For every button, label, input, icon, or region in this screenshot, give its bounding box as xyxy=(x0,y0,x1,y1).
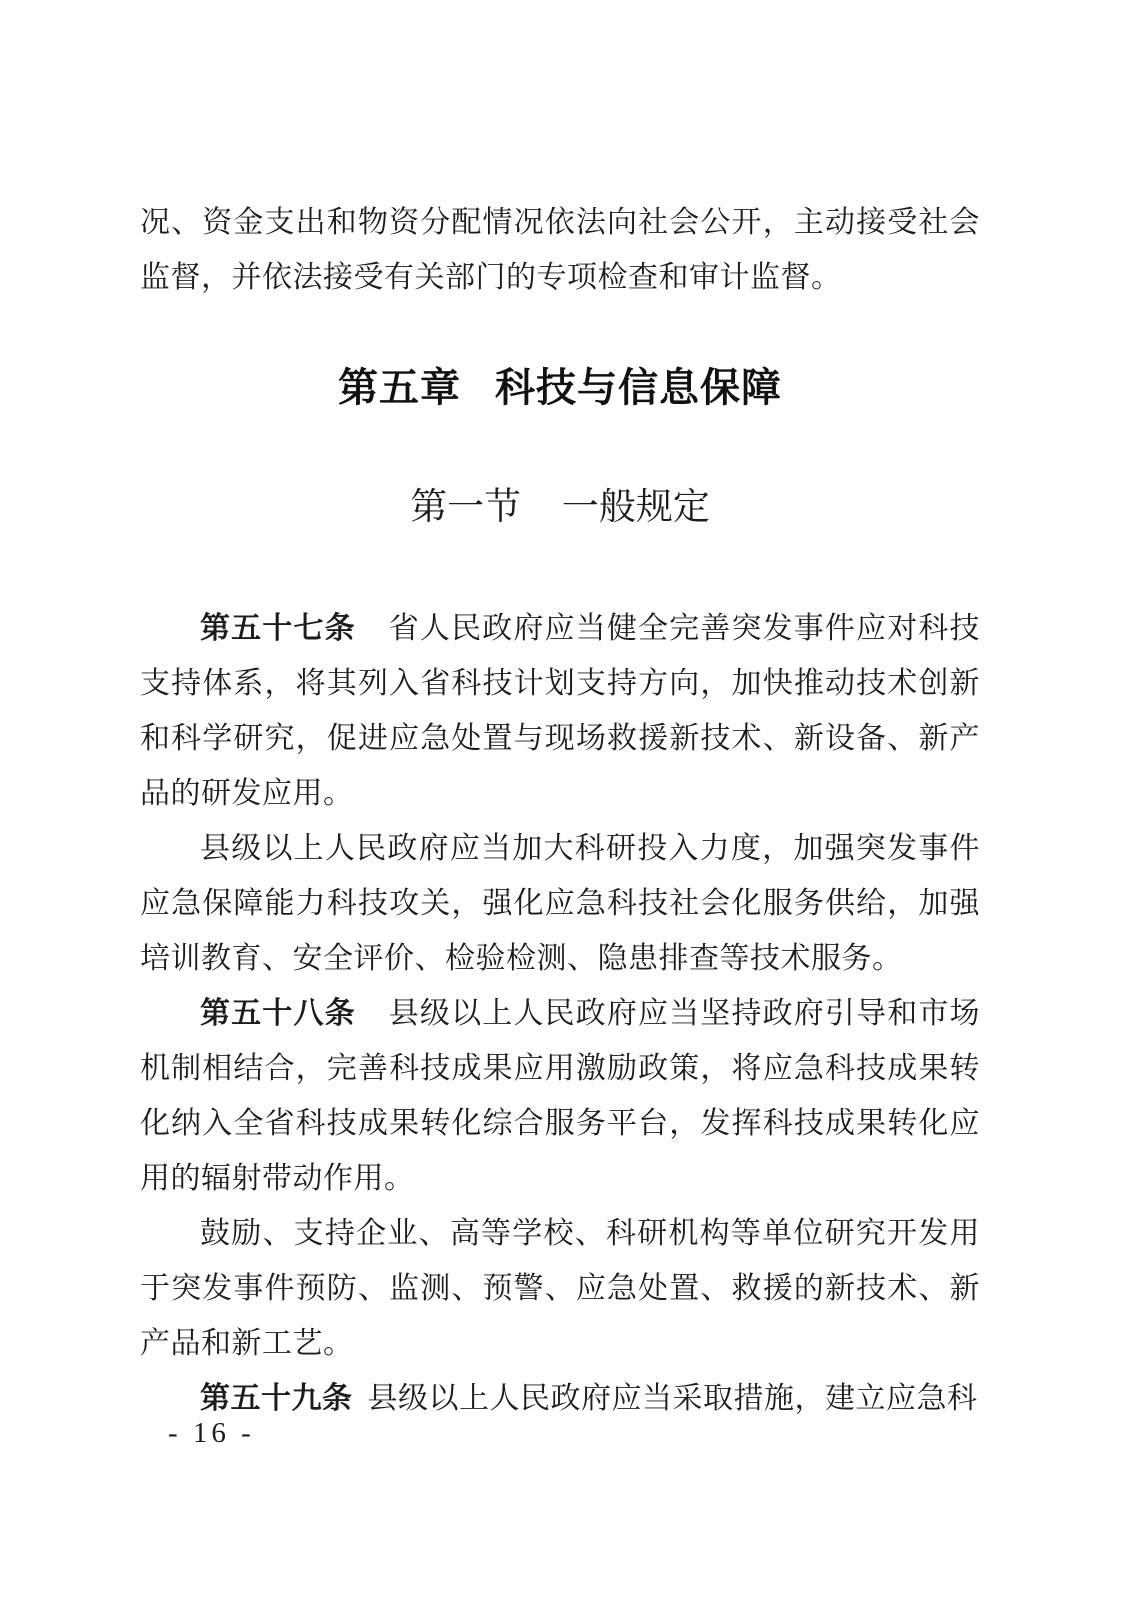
chapter-title: 科技与信息保障 xyxy=(495,366,782,410)
article-57-subparagraph: 县级以上人民政府应当加大科研投入力度，加强突发事件应急保障能力科技攻关，强化应急科技社会化服务供给，加强培训教育、安全评价、检验检测、隐患排查等技术服务。 xyxy=(140,832,980,975)
article-58-paragraph xyxy=(140,986,980,1206)
article-58-subparagraph: 鼓励、支持企业、高等学校、科研机构等单位研究开发用于突发事件预防、监测、预警、应急处置、救援的新技术、新产品和新工艺。 xyxy=(140,1217,980,1360)
article-57-text: 省人民政府应当健全完善突发事件应对科技支持体系，将其列入省科技计划支持方向，加快推动技术创新和科学研究，促进应急处置与现场救援新技术、新设备、新产品的研发应用。 xyxy=(140,612,981,810)
article-58-number: 第五十八条 xyxy=(200,997,356,1030)
article-58-text: 县级以上人民政府应当坚持政府引导和市场机制相结合，完善科技成果应用激励政策，将应急科技成果转化纳入全省科技成果转化综合服务平台，发挥科技成果转化应用的辐射带动作用。 xyxy=(140,997,981,1195)
article-59-paragraph xyxy=(140,1371,980,1426)
page-number: - 16 - xyxy=(168,1417,255,1449)
chapter-heading xyxy=(140,365,980,411)
chapter-number: 第五章 xyxy=(338,366,461,410)
article-57-number: 第五十七条 xyxy=(200,612,356,645)
paragraph-continuation: 况、资金支出和物资分配情况依法向社会公开，主动接受社会监督，并依法接受有关部门的专项检查和审计监督。 xyxy=(140,206,980,294)
article-57-paragraph xyxy=(140,601,980,821)
page-footer xyxy=(168,1417,255,1450)
article-59-number: 第五十九条 xyxy=(200,1382,353,1415)
section-number: 第一节 xyxy=(410,487,522,528)
section-heading xyxy=(140,485,980,531)
article-59-text: 县级以上人民政府应当采取措施，建立应急科 xyxy=(367,1382,978,1415)
section-title: 一般规定 xyxy=(561,487,710,528)
